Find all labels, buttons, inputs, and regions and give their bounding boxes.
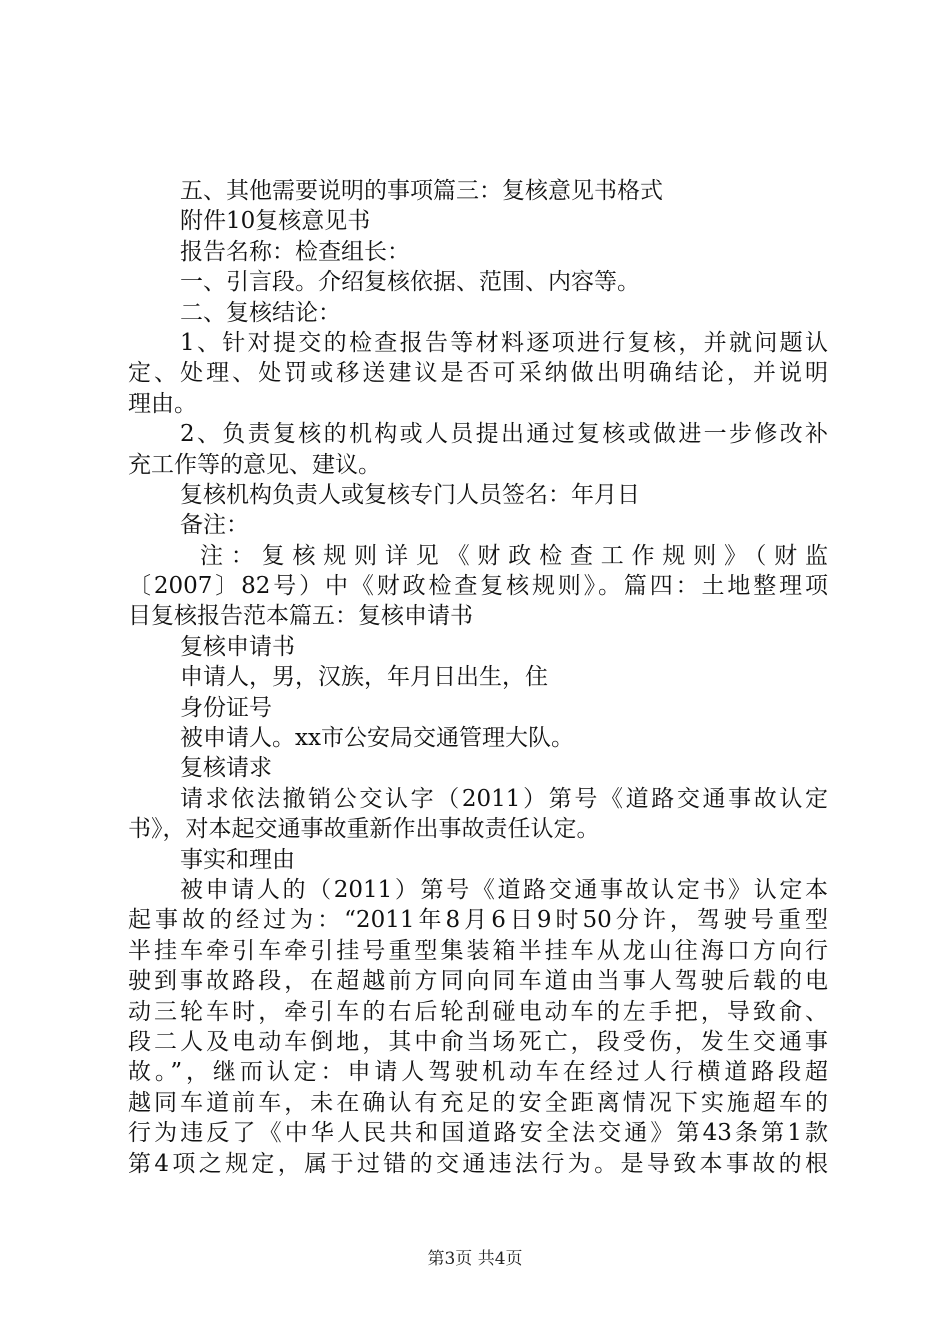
text-line: 一、引言段。介绍复核依据、范围、内容等。 bbox=[180, 269, 640, 296]
text-line: 申请人，男，汉族，年月日出生，住 bbox=[180, 664, 548, 691]
text-line: 故。”，继而认定：申请人驾驶机动车在经过人行横道路段超 bbox=[128, 1059, 828, 1086]
text-line: 定、处理、处罚或移送建议是否可采纳做出明确结论，并说明 bbox=[128, 360, 828, 387]
text-line: 五、其他需要说明的事项篇三：复核意见书格式 bbox=[180, 178, 663, 204]
text-line: 注：复核规则详见《财政检查工作规则》（财监 bbox=[200, 542, 828, 569]
text-line: 复核申请书 bbox=[180, 633, 295, 660]
text-line: 二、复核结论： bbox=[180, 299, 341, 326]
text-line: 行为违反了《中华人民共和国道路安全法交通》第43条第1款 bbox=[128, 1120, 828, 1147]
text-line: 书》，对本起交通事故重新作出事故责任认定。 bbox=[128, 816, 600, 843]
text-line: 段二人及电动车倒地，其中俞当场死亡，段受伤，发生交通事 bbox=[128, 1028, 828, 1055]
text-line: 备注： bbox=[180, 512, 249, 539]
text-line: 身份证号 bbox=[180, 694, 272, 721]
text-line: 附件10复核意见书 bbox=[180, 208, 371, 235]
text-line: 报告名称：检查组长： bbox=[180, 238, 410, 265]
text-line: 事实和理由 bbox=[180, 846, 295, 873]
text-line: 驶到事故路段，在超越前方同向同车道由当事人驾驶后载的电 bbox=[128, 968, 828, 995]
text-line: 起事故的经过为：“2011年8月6日9时50分许，驾驶号重型 bbox=[128, 907, 828, 934]
text-line: 1、针对提交的检查报告等材料逐项进行复核，并就问题认 bbox=[180, 329, 828, 356]
document-body bbox=[128, 176, 828, 1179]
page-footer: 第3页 共4页 bbox=[427, 1249, 523, 1269]
text-line: 第4项之规定，属于过错的交通违法行为。是导致本事故的根 bbox=[128, 1150, 828, 1177]
text-line: 被申请人的（2011）第号《道路交通事故认定书》认定本 bbox=[180, 876, 828, 903]
text-line: 充工作等的意见、建议。 bbox=[128, 451, 381, 478]
text-line: 动三轮车时，牵引车的右后轮刮碰电动车的左手把，导致俞、 bbox=[128, 998, 828, 1025]
text-line: 复核请求 bbox=[180, 755, 272, 782]
text-line: 复核机构负责人或复核专门人员签名：年月日 bbox=[180, 481, 640, 508]
text-line: 理由。 bbox=[128, 390, 197, 417]
text-line: 请求依法撤销公交认字（2011）第号《道路交通事故认定 bbox=[180, 785, 828, 812]
text-line: 目复核报告范本篇五：复核申请书 bbox=[128, 603, 473, 630]
text-line: 〔2007〕82号）中《财政检查复核规则》。篇四：土地整理项 bbox=[128, 573, 828, 600]
text-line: 半挂车牵引车牵引挂号重型集装箱半挂车从龙山往海口方向行 bbox=[128, 937, 828, 964]
text-line: 被申请人。xx市公安局交通管理大队。 bbox=[180, 725, 574, 752]
text-line: 越同车道前车，未在确认有充足的安全距离情况下实施超车的 bbox=[128, 1089, 828, 1116]
text-line: 2、负责复核的机构或人员提出通过复核或做进一步修改补 bbox=[180, 421, 828, 448]
